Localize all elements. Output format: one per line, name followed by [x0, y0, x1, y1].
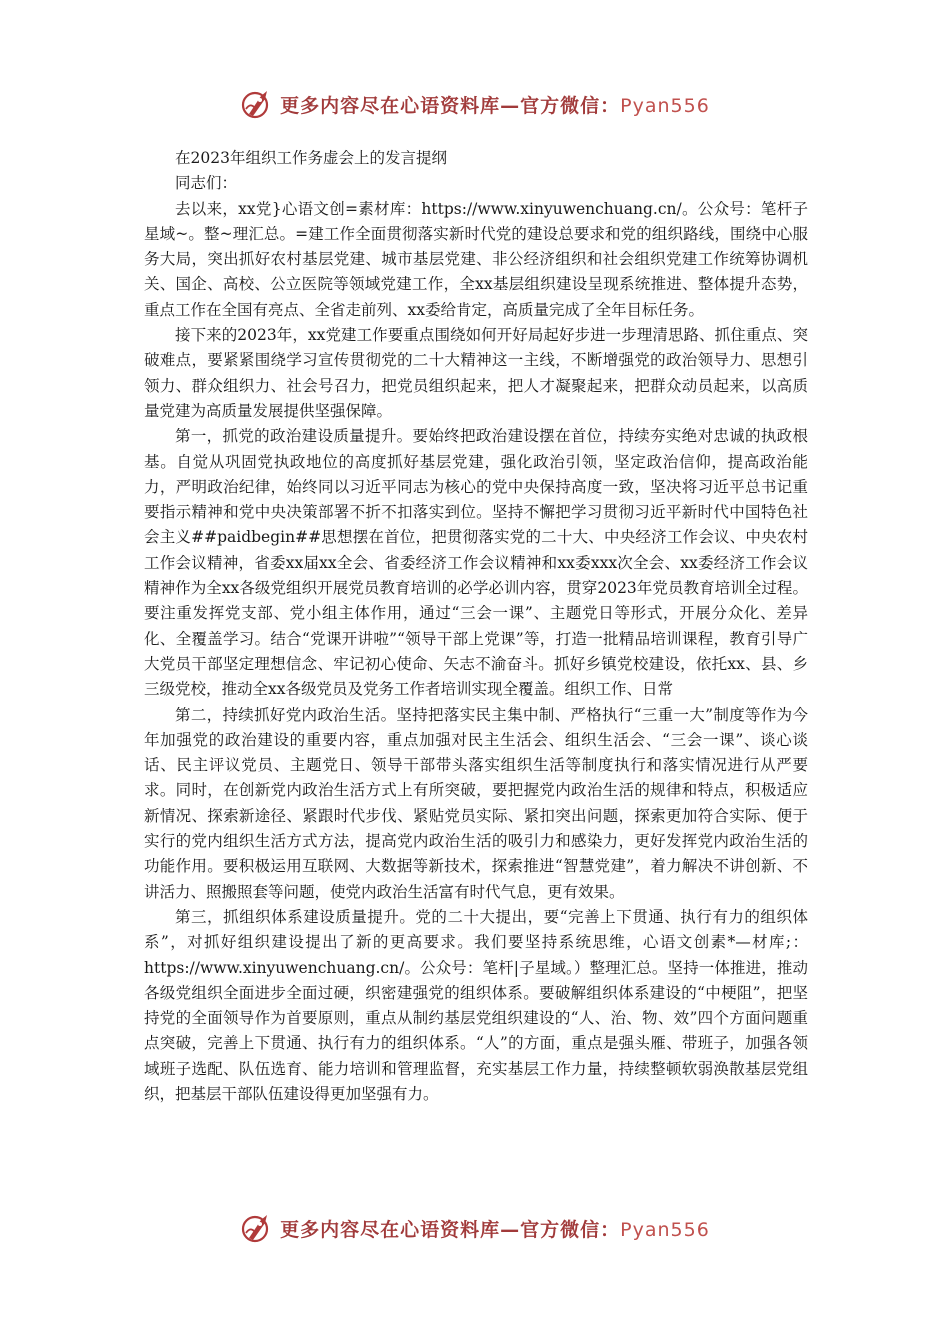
paragraph-2023-plan: 接下来的2023年，xx党建工作要重点围绕如何开好局起好步进一步理清思路、抓住重点、突破难点，要紧紧围绕学习宣传贯彻党的二十大精神这一主线，不断增强党的政治领导力、思想引领力、群众组织力、社会号召力，把党员组织起来，把人才凝聚起来，把群众动员起来，以高质量党建为高质量发展提供坚强保障。: [144, 326, 808, 420]
document-title: 在2023年组织工作务虚会上的发言提纲: [175, 149, 447, 167]
salutation: 同志们：: [175, 174, 238, 193]
pen-nib-icon: [240, 87, 274, 121]
watermark-text: 更多内容尽在心语资料库—官方微信：Pyan556: [280, 1218, 710, 1241]
pen-nib-icon: [240, 1211, 274, 1245]
document-body: [144, 146, 808, 1107]
watermark-wechat-id: Pyan556: [620, 1218, 710, 1241]
watermark-wechat-id: Pyan556: [620, 94, 710, 117]
paragraph-intro: 去以来，xx党}心语文创=素材库：https://www.xinyuwenchuang.cn/。公众号：笔杆子星域~。整~理汇总。=建工作全面贯彻落实新时代党的建设总要求和党的组织路线，围绕中心服务大局，突出抓好农村基层党建、城市基层党建、非公经济组织和社会组织党建工作统筹协调机关、国企、高校、公立医院等领域党建工作，全xx基层组织建设呈现系统推进、整体提升态势，重点工作在全国有亮点、全省走前列、xx委给肯定，高质量完成了全年目标任务。: [144, 199, 808, 319]
paragraph-third-organization: 第三，抓组织体系建设质量提升。党的二十大提出，要“完善上下贯通、执行有力的组织体系”，对抓好组织建设提出了新的更高要求。我们要坚持系统思维，心语文创素*—材库;：https://www.xinyuwenchuang.cn/。公众号：笔杆|子星域。）整理汇总。坚持一体推进，推动各级党组织全面进步全面过硬，织密建强党的组织体系。要破解组织体系建设的“中梗阻”，把坚持党的全面领导作为首要原则，重点从制约基层党组织建设的“人、治、物、效”四个方面问题重点突破，完善上下贯通、执行有力的组织体系。“人”的方面，重点是强头雁、带班子，加强各领域班子选配、队伍选育、能力培训和管理监督，充实基层工作力量，持续整顿软弱涣散基层党组织，把基层干部队伍建设得更加坚强有力。: [144, 907, 808, 1103]
watermark-text: 更多内容尽在心语资料库—官方微信：Pyan556: [280, 94, 710, 117]
watermark-header: [0, 84, 950, 124]
paragraph-second-party-life: 第二，持续抓好党内政治生活。坚持把落实民主集中制、严格执行“三重一大”制度等作为今年加强党的政治建设的重要内容，重点加强对民主生活会、组织生活会、“三会一课”、谈心谈话、民主评议党员、主题党日、领导干部带头落实组织生活等制度执行和落实情况进行从严要求。同时，在创新党内政治生活方式上有所突破，要把握党内政治生活的规律和特点，积极适应新情况、探索新途径、紧跟时代步伐、紧贴党员实际、紧扣突出问题，探索更加符合实际、便于实行的党内组织生活方式方法，提高党内政治生活的吸引力和感染力，更好发挥党内政治生活的功能作用。要积极运用互联网、大数据等新技术，探索推进“智慧党建”，着力解决不讲创新、不讲活力、照搬照套等问题，使党内政治生活富有时代气息，更有效果。: [144, 705, 808, 901]
paragraph-first-political: 第一，抓党的政治建设质量提升。要始终把政治建设摆在首位，持续夯实绝对忠诚的执政根基。自觉从巩固党执政地位的高度抓好基层党建，强化政治引领，坚定政治信仰，提高政治能力，严明政治纪律，始终同以习近平同志为核心的党中央保持高度一致，坚决将习近平总书记重要指示精神和党中央决策部署不折不扣落实到位。坚持不懈把学习贯彻习近平新时代中国特色社会主义##paidbegin##思想摆在首位，把贯彻落实党的二十大、中央经济工作会议、中央农村工作会议精神，省委xx届xx全会、省委经济工作会议精神和xx委xxx次全会、xx委经济工作会议精神作为全xx各级党组织开展党员教育培训的必学必训内容，贯穿2023年党员教育培训全过程。要注重发挥党支部、党小组主体作用，通过“三会一课”、主题党日等形式，开展分众化、差异化、全覆盖学习。结合“党课开讲啦”“领导干部上党课”等，打造一批精品培训课程，教育引导广大党员干部坚定理想信念、牢记初心使命、矢志不渝奋斗。抓好乡镇党校建设，依托xx、县、乡三级党校，推动全xx各级党员及党务工作者培训实现全覆盖。组织工作、日常: [144, 427, 808, 699]
watermark-footer: [0, 1208, 950, 1248]
